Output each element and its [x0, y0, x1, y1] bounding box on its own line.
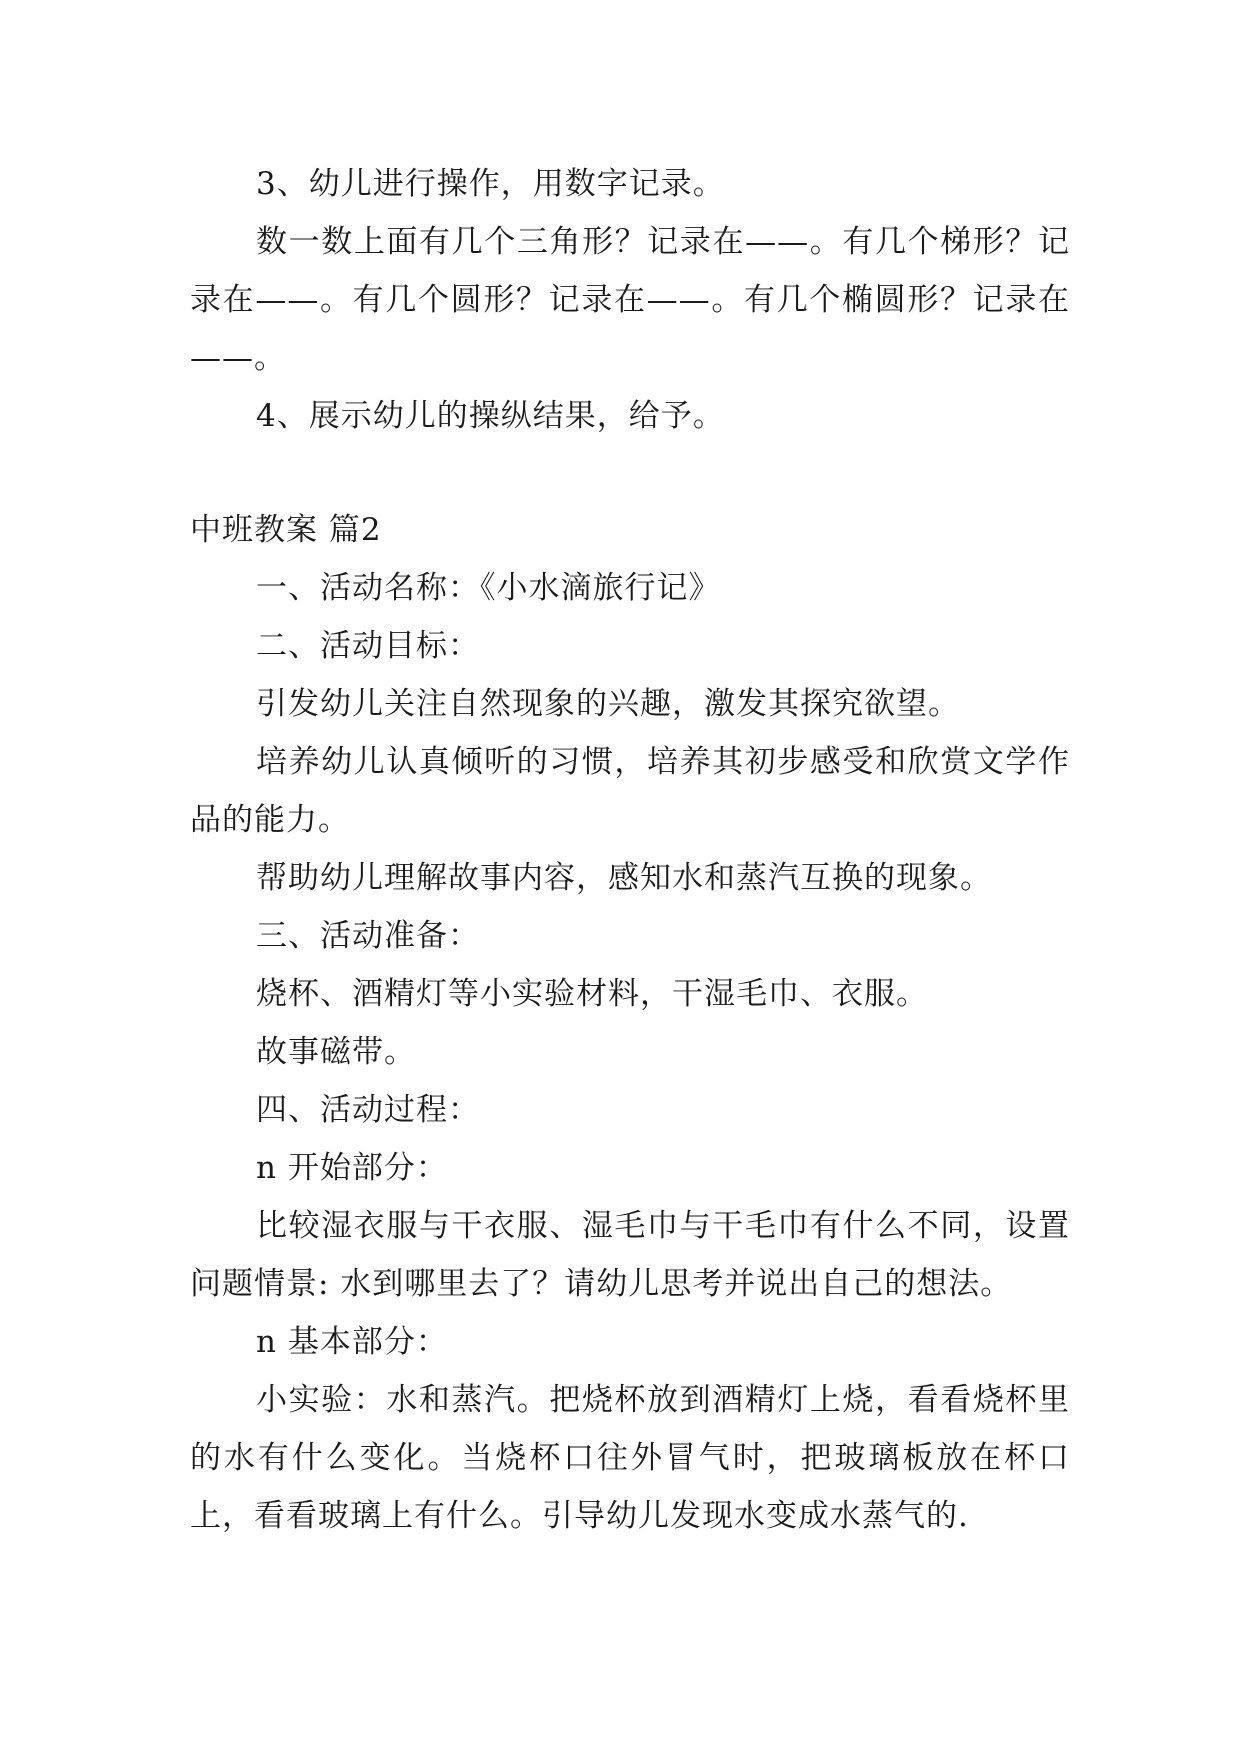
paragraph: 三、活动准备：: [256, 918, 480, 954]
paragraph: 故事磁带。: [256, 1034, 416, 1070]
paragraph: 数一数上面有几个三角形？记录在——。有几个梯形？记录在——。有几个圆形？记录在——。有几个椭圆形？记录在——。: [190, 224, 1070, 376]
paragraph: 帮助幼儿理解故事内容，感知水和蒸汽互换的现象。: [256, 860, 992, 896]
document-body: [190, 155, 1070, 1545]
paragraph: 二、活动目标：: [256, 628, 480, 664]
paragraph: 3、幼儿进行操作，用数字记录。: [256, 166, 725, 202]
paragraph: 烧杯、酒精灯等小实验材料，干湿毛巾、衣服。: [256, 976, 928, 1012]
paragraph: n 开始部分：: [256, 1150, 448, 1186]
section-gap: [190, 445, 1070, 501]
paragraph: 一、活动名称：《小水滴旅行记》: [256, 570, 721, 606]
paragraph: 4、展示幼儿的操纵结果，给予。: [256, 398, 725, 434]
paragraph: 比较湿衣服与干衣服、湿毛巾与干毛巾有什么不同，设置问题情景: 水到哪里去了？请幼儿思考并说出自己的想法。: [190, 1208, 1070, 1302]
section-title: 中班教案 篇2: [190, 512, 382, 548]
paragraph: 培养幼儿认真倾听的习惯，培养其初步感受和欣赏文学作品的能力。: [190, 744, 1070, 838]
paragraph: 四、活动过程：: [256, 1092, 480, 1128]
paragraph: 引发幼儿关注自然现象的兴趣，激发其探究欲望。: [256, 686, 960, 722]
paragraph: 小实验：水和蒸汽。把烧杯放到酒精灯上烧，看看烧杯里的水有什么变化。当烧杯口往外冒气时，把玻璃板放在杯口上，看看玻璃上有什么。引导幼儿发现水变成水蒸气的.: [190, 1382, 1070, 1534]
paragraph: n 基本部分：: [256, 1324, 448, 1360]
